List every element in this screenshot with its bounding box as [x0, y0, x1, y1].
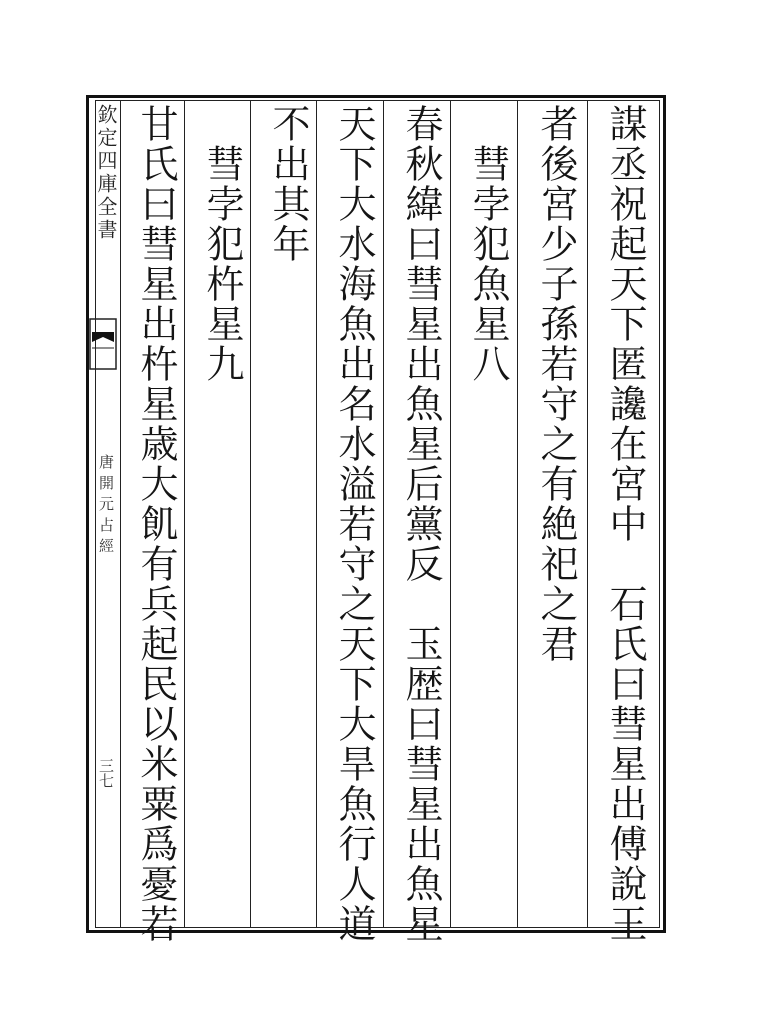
margin-page-number: 三七 [97, 758, 115, 788]
text-column-6: 不出其年 [266, 104, 310, 264]
column-rule [450, 100, 451, 928]
column-rule [587, 100, 588, 928]
column-rule [383, 100, 384, 928]
text-column-1: 謀丞祝起天下匿讒在宮中 石氏曰彗星出傅說王 [603, 104, 647, 944]
column-rule [250, 100, 251, 928]
text-column-7-heading: 彗孛犯杵星九 [200, 104, 244, 384]
column-rule [184, 100, 185, 928]
text-column-2: 者後宮少子孫若守之有絶祀之君 [534, 104, 578, 664]
column-rule [517, 100, 518, 928]
margin-title: 欽定四庫全書 [94, 104, 118, 242]
text-column-3-heading: 彗孛犯魚星八 [466, 104, 510, 384]
text-column-5: 天下大水海魚出名水溢若守之天下大旱魚行人道 [332, 104, 376, 944]
column-rule [120, 100, 121, 928]
fish-tail-mark-icon [89, 318, 117, 370]
text-column-4: 春秋緯曰彗星出魚星后黨反 玉歴曰彗星出魚星 [399, 104, 443, 944]
text-column-8: 甘氏曰彗星出杵星歳大飢有兵起民以米粟爲憂若 [134, 104, 178, 944]
column-rule [316, 100, 317, 928]
margin-book-title: 唐開元占經 [97, 454, 115, 559]
